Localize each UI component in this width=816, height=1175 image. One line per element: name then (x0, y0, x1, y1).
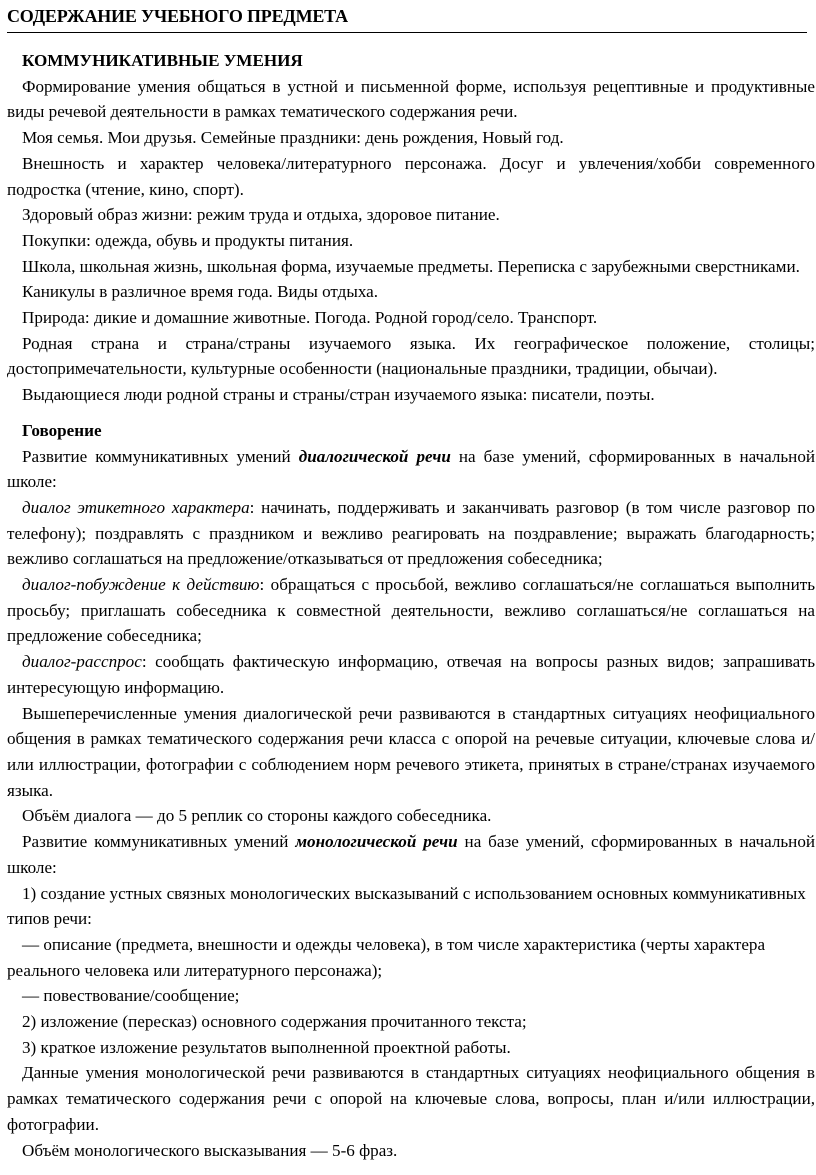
dialog-term: диалог-расспрос (22, 652, 142, 672)
topic-famous-people: Выдающиеся люди родной страны и страны/стран изучаемого языка: писатели, поэты. (22, 385, 655, 405)
paragraph-mono-conditions: Данные умения монологической речи развиваются в стандартных ситуациях неофициального общения в рамках тематического содержания речи с опорой на ключевые слова, вопросы, план и/или иллюстрации, фотографии. (7, 1063, 815, 1134)
topic-country: Родная страна и страна/страны изучаемого языка. Их географическое положение, столицы; достопримечательности, культурные особенности (национальные праздники, традиции, обычаи). (7, 333, 815, 379)
topic-holidays: Каникулы в различное время года. Виды отдыха. (22, 282, 379, 302)
dialog-intro-text: Развитие коммуникативных умений (22, 446, 299, 466)
topic-family: Моя семья. Мои друзья. Семейные праздники: день рождения, Новый год. (22, 128, 564, 148)
paragraph-intro: Формирование умения общаться в устной и письменной форме, используя рецептивные и продуктивные виды речевой деятельности в рамках тематического содержания речи. (7, 76, 815, 122)
topic-nature: Природа: дикие и домашние животные. Погода. Родной город/село. Транспорт. (22, 308, 598, 328)
mono-item-2: 2) изложение (пересказ) основного содержания прочитанного текста; (22, 1012, 527, 1032)
dialog-term: диалог этикетного характера (22, 497, 250, 517)
mono-item-narration: — повествование/сообщение; (22, 986, 240, 1006)
topic-school: Школа, школьная жизнь, школьная форма, изучаемые предметы. Переписка с зарубежными сверстниками. (22, 256, 800, 276)
mono-intro-emphasis: монологической речи (295, 832, 458, 852)
dialog-text: : сообщать фактическую информацию, отвечая на вопросы разных видов; запрашивать интересующую информацию. (7, 652, 815, 697)
title-divider (7, 32, 807, 33)
paragraph-dialog-volume: Объём диалога — до 5 реплик со стороны каждого собеседника. (22, 806, 492, 826)
dialog-intro-emphasis: диалогической речи (298, 446, 451, 466)
dialog-item-incentive (7, 572, 815, 649)
paragraph-dialog-intro (7, 444, 815, 495)
dialog-item-etiquette (7, 495, 815, 572)
dialog-term: диалог-побуждение к действию (22, 575, 260, 595)
paragraph-mono-volume: Объём монологического высказывания — 5-6 фраз. (22, 1140, 398, 1160)
document-body (7, 48, 815, 1163)
mono-intro-text: Развитие коммуникативных умений (22, 832, 296, 852)
paragraph-dialog-conditions: Вышеперечисленные умения диалогической речи развиваются в стандартных ситуациях неофициального общения в рамках тематического содержания речи класса с опорой на речевые ситуации, ключевые слова и/или иллюстрации, фотографии с соблюдением норм речевого этикета, принятых в стране/странах изучаемого языка. (7, 703, 815, 800)
section-heading-speaking: Говорение (22, 420, 102, 440)
dialog-intro-rest: на базе умений, сформированных в начальной школе: (7, 446, 816, 492)
topic-health: Здоровый образ жизни: режим труда и отдыха, здоровое питание. (22, 205, 500, 225)
mono-intro-rest: на базе умений, сформированных в начальной школе: (7, 832, 816, 877)
topic-shopping: Покупки: одежда, обувь и продукты питания. (22, 230, 354, 250)
mono-item-3: 3) краткое изложение результатов выполненной проектной работы. (22, 1037, 511, 1057)
section-heading-communicative: КОММУНИКАТИВНЫЕ УМЕНИЯ (22, 51, 303, 70)
paragraph-mono-intro (7, 829, 815, 880)
mono-item-description: — описание (предмета, внешности и одежды человека), в том числе характеристика (черты характера реального человека или литературного персонажа); (7, 934, 766, 980)
dialog-text: : начинать, поддерживать и заканчивать разговор (в том числе разговор по телефону); поздравлять с праздником и вежливо реагировать на поздравление; выражать благодарность; вежливо соглашаться на предложение/отказываться от предложения собеседника; (7, 497, 816, 569)
topic-appearance: Внешность и характер человека/литературного персонажа. Досуг и увлечения/хобби современного подростка (чтение, кино, спорт). (7, 153, 815, 199)
mono-item-1: 1) создание устных связных монологических высказываний с использованием основных коммуникативных типов речи: (7, 883, 806, 929)
dialog-item-inquiry (7, 649, 815, 700)
page-title: СОДЕРЖАНИЕ УЧЕБНОГО ПРЕДМЕТА (7, 6, 348, 26)
dialog-text: : обращаться с просьбой, вежливо соглашаться/не соглашаться выполнить просьбу; приглашать собеседника к совместной деятельности, вежливо соглашаться/не соглашаться на предложение собеседника; (7, 575, 815, 646)
